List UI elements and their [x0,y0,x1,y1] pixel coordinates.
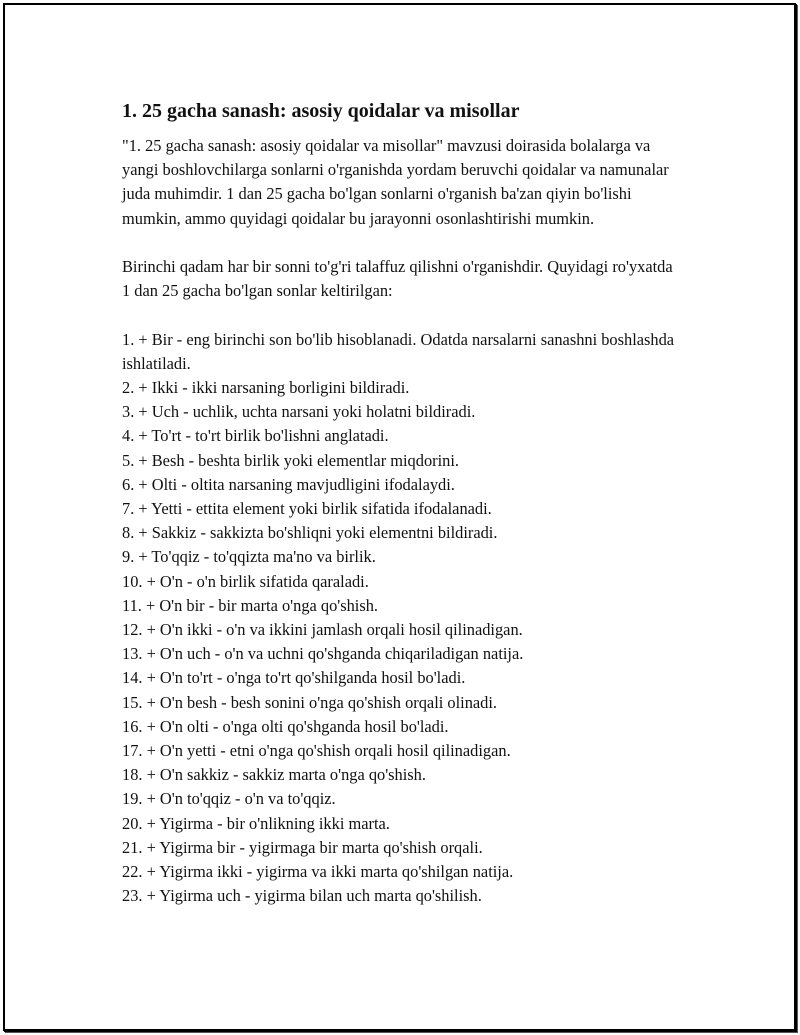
paragraph-spacer [122,231,682,255]
lead-paragraph: Birinchi qadam har bir sonni to'g'ri talaffuz qilishni o'rganishdir. Quyidagi ro'yxatda 1 dan 25 gacha bo'lgan sonlar keltirilgan: [122,257,673,301]
list-item: 17. + O'n yetti - etni o'nga qo'shish orqali hosil qilinadigan. [122,741,511,761]
list-item: 5. + Besh - beshta birlik yoki elementlar miqdorini. [122,450,459,470]
list-item: 18. + O'n sakkiz - sakkiz marta o'nga qo'shish. [122,765,426,785]
list-item: 13. + O'n uch - o'n va uchni qo'shganda chiqariladigan natija. [122,644,524,664]
list-item: 3. + Uch - uchlik, uchta narsani yoki holatni bildiradi. [122,402,476,422]
list-item: 19. + O'n to'qqiz - o'n va to'qqiz. [122,789,336,809]
list-item: 21. + Yigirma bir - yigirmaga bir marta qo'shish orqali. [122,837,483,857]
list-item: 8. + Sakkiz - sakkizta bo'shliqni yoki elementni bildiradi. [122,523,498,543]
list-item: 11. + O'n bir - bir marta o'nga qo'shish. [122,595,379,615]
list-item: 9. + To'qqiz - to'qqizta ma'no va birlik. [122,547,376,567]
list-item: 22. + Yigirma ikki - yigirma va ikki marta qo'shilgan natija. [122,862,514,882]
list-item: 7. + Yetti - ettita element yoki birlik sifatida ifodalanadi. [122,499,492,519]
list-item: 1. + Bir - eng birinchi son bo'lib hisoblanadi. Odatda narsalarni sanashni boshlashda ishlatiladi. [122,329,675,373]
list-item: 4. + To'rt - to'rt birlik bo'lishni anglatadi. [122,426,389,446]
list-item: 15. + O'n besh - besh sonini o'nga qo'shish orqali olinadi. [122,692,498,712]
document-title: 1. 25 gacha sanash: asosiy qoidalar va misollar [122,100,520,122]
document-body [122,97,682,908]
list-item: 6. + Olti - oltita narsaning mavjudligini ifodalaydi. [122,474,455,494]
list-item: 12. + O'n ikki - o'n va ikkini jamlash orqali hosil qilinadigan. [122,620,523,640]
list-item: 20. + Yigirma - bir o'nlikning ikki marta. [122,813,390,833]
list-item: 10. + O'n - o'n birlik sifatida qaraladi. [122,571,369,591]
list-item: 16. + O'n olti - o'nga olti qo'shganda hosil bo'ladi. [122,716,449,736]
list-item: 2. + Ikki - ikki narsaning borligini bildiradi. [122,378,410,397]
number-list [122,328,682,909]
paragraph-spacer [122,303,682,327]
page-frame [3,3,796,1031]
list-item: 14. + O'n to'rt - o'nga to'rt qo'shilganda hosil bo'ladi. [122,668,466,688]
intro-paragraph: "1. 25 gacha sanash: asosiy qoidalar va misollar" mavzusi doirasida bolalarga va yangi boshlovchilarga sonlarni o'rganishda yordam beruvchi qoidalar va namunalar juda muhimdir. 1 dan 25 gacha bo'lgan sonlarni o'rganish ba'zan qiyin bo'lishi mumkin, ammo quyidagi qoidalar bu jarayonni osonlashtirishi mumkin. [122,136,669,228]
list-item: 23. + Yigirma uch - yigirma bilan uch marta qo'shilish. [122,886,482,906]
